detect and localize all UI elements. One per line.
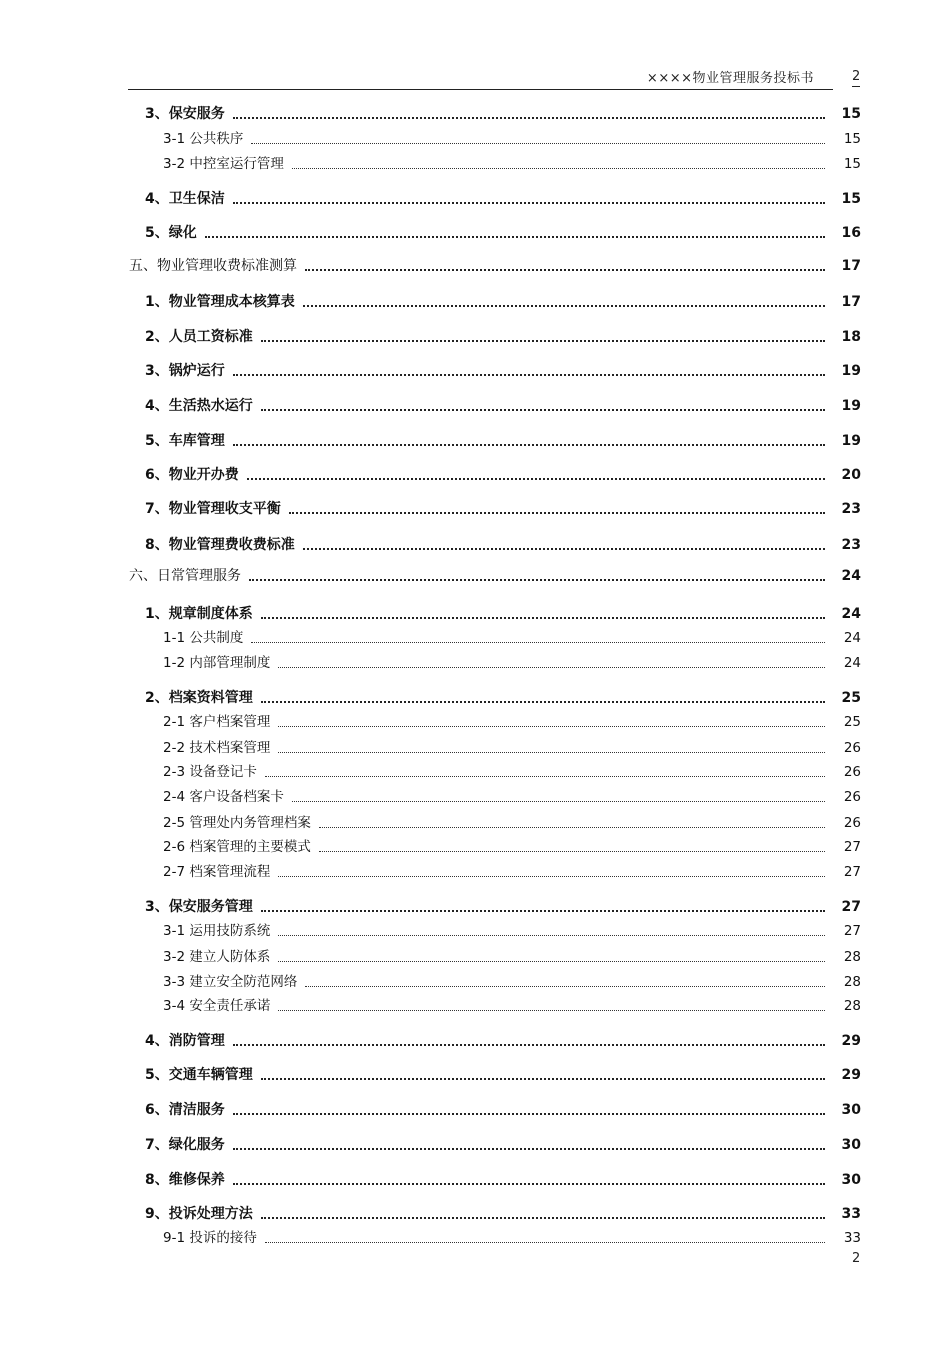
toc-entry[interactable] <box>0 189 950 209</box>
toc-entry-page-number: 15 <box>841 191 861 207</box>
toc-entry-page-number: 27 <box>841 899 861 915</box>
toc-entry[interactable] <box>0 1228 950 1248</box>
toc-entry-page-number: 27 <box>843 864 861 880</box>
toc-entry-page-number: 24 <box>841 606 861 622</box>
toc-entry-page-number: 25 <box>841 690 861 706</box>
toc-entry-page-number: 15 <box>843 131 861 147</box>
toc-entry-label: 7、物业管理收支平衡 <box>145 501 281 517</box>
toc-entry-label: 2-5 管理处内务管理档案 <box>163 815 311 831</box>
toc-entry-page-number: 33 <box>841 1206 861 1222</box>
toc-dot-leader <box>233 1183 825 1185</box>
toc-entry-label: 六、日常管理服务 <box>129 568 241 584</box>
toc-entry-page-number: 15 <box>843 156 861 172</box>
toc-dot-leader <box>233 202 825 204</box>
toc-entry-label: 2、人员工资标准 <box>145 329 253 345</box>
toc-entry[interactable] <box>0 738 950 758</box>
toc-dot-leader <box>305 269 825 271</box>
toc-entry[interactable] <box>0 837 950 857</box>
toc-entry-page-number: 24 <box>841 568 861 584</box>
toc-entry-label: 3-1 运用技防系统 <box>163 923 271 939</box>
toc-dot-leader <box>233 374 825 376</box>
toc-entry-label: 1-1 公共制度 <box>163 630 244 646</box>
toc-entry[interactable] <box>0 604 950 624</box>
toc-dot-leader <box>319 827 825 828</box>
toc-entry-label: 五、物业管理收费标准测算 <box>129 258 297 274</box>
toc-entry-page-number: 17 <box>841 294 861 310</box>
toc-entry-page-number: 23 <box>841 537 861 553</box>
toc-dot-leader <box>278 1010 825 1011</box>
toc-entry[interactable] <box>0 292 950 312</box>
toc-entry-page-number: 16 <box>841 225 861 241</box>
toc-entry[interactable] <box>0 628 950 648</box>
toc-dot-leader <box>233 444 825 446</box>
toc-entry[interactable] <box>0 104 950 124</box>
toc-entry[interactable] <box>0 129 950 149</box>
footer-page-number: 2 <box>852 1251 861 1266</box>
toc-dot-leader <box>278 726 825 727</box>
toc-dot-leader <box>319 851 825 852</box>
toc-dot-leader <box>278 876 825 877</box>
toc-entry-label: 2-2 技术档案管理 <box>163 740 271 756</box>
toc-entry-label: 3-1 公共秩序 <box>163 131 244 147</box>
toc-entry-label: 2、档案资料管理 <box>145 690 253 706</box>
toc-entry-page-number: 19 <box>841 363 861 379</box>
header-divider <box>128 89 833 90</box>
toc-entry[interactable] <box>0 396 950 416</box>
toc-entry[interactable] <box>0 1204 950 1224</box>
toc-entry[interactable] <box>0 1031 950 1051</box>
toc-dot-leader <box>303 548 825 550</box>
toc-entry-label: 3-4 安全责任承诺 <box>163 998 271 1014</box>
toc-entry-label: 1-2 内部管理制度 <box>163 655 271 671</box>
toc-entry-page-number: 26 <box>843 789 861 805</box>
toc-dot-leader <box>278 935 825 936</box>
toc-entry[interactable] <box>0 1100 950 1120</box>
toc-entry[interactable] <box>0 653 950 673</box>
toc-entry[interactable] <box>0 256 950 276</box>
toc-entry-label: 6、清洁服务 <box>145 1102 225 1118</box>
toc-entry-page-number: 29 <box>841 1033 861 1049</box>
toc-dot-leader <box>233 117 825 119</box>
toc-entry-label: 7、绿化服务 <box>145 1137 225 1153</box>
toc-entry-page-number: 20 <box>841 467 861 483</box>
toc-entry[interactable] <box>0 154 950 174</box>
toc-dot-leader <box>247 478 825 480</box>
toc-entry[interactable] <box>0 996 950 1016</box>
toc-entry-label: 3-3 建立安全防范网络 <box>163 974 298 990</box>
toc-entry[interactable] <box>0 223 950 243</box>
toc-entry-label: 4、生活热水运行 <box>145 398 253 414</box>
toc-entry-label: 8、物业管理费收费标准 <box>145 537 295 553</box>
toc-dot-leader <box>261 701 825 703</box>
toc-dot-leader <box>261 1217 825 1219</box>
toc-entry-label: 6、物业开办费 <box>145 467 239 483</box>
toc-entry-page-number: 24 <box>843 630 861 646</box>
toc-entry[interactable] <box>0 431 950 451</box>
toc-entry[interactable] <box>0 762 950 782</box>
toc-entry-label: 9-1 投诉的接待 <box>163 1230 257 1246</box>
toc-entry-page-number: 27 <box>843 839 861 855</box>
toc-dot-leader <box>303 305 825 307</box>
toc-entry-label: 5、交通车辆管理 <box>145 1067 253 1083</box>
toc-entry-page-number: 28 <box>843 974 861 990</box>
toc-entry-label: 3、保安服务 <box>145 106 225 122</box>
toc-dot-leader <box>265 776 825 777</box>
toc-entry[interactable] <box>0 1065 950 1085</box>
toc-entry-label: 5、绿化 <box>145 225 197 241</box>
toc-entry-label: 2-3 设备登记卡 <box>163 764 257 780</box>
toc-entry-label: 3、锅炉运行 <box>145 363 225 379</box>
toc-entry-label: 3、保安服务管理 <box>145 899 253 915</box>
toc-entry-page-number: 30 <box>841 1172 861 1188</box>
toc-entry[interactable] <box>0 566 950 586</box>
toc-dot-leader <box>305 986 825 987</box>
toc-entry-page-number: 23 <box>841 501 861 517</box>
toc-entry-page-number: 25 <box>843 714 861 730</box>
toc-entry-label: 4、消防管理 <box>145 1033 225 1049</box>
toc-entry-page-number: 15 <box>841 106 861 122</box>
toc-entry[interactable] <box>0 921 950 941</box>
toc-entry[interactable] <box>0 972 950 992</box>
toc-entry-page-number: 19 <box>841 433 861 449</box>
toc-entry[interactable] <box>0 897 950 917</box>
toc-dot-leader <box>233 1044 825 1046</box>
toc-entry[interactable] <box>0 712 950 732</box>
toc-dot-leader <box>251 642 825 643</box>
toc-entry[interactable] <box>0 862 950 882</box>
toc-dot-leader <box>292 168 825 169</box>
toc-dot-leader <box>261 1078 825 1080</box>
toc-entry-page-number: 19 <box>841 398 861 414</box>
toc-entry-label: 2-1 客户档案管理 <box>163 714 271 730</box>
toc-entry-label: 4、卫生保洁 <box>145 191 225 207</box>
toc-entry-label: 3-2 建立人防体系 <box>163 949 271 965</box>
toc-entry-page-number: 24 <box>843 655 861 671</box>
toc-entry-page-number: 26 <box>843 815 861 831</box>
toc-dot-leader <box>233 1148 825 1150</box>
toc-entry[interactable] <box>0 1135 950 1155</box>
toc-entry-page-number: 33 <box>843 1230 861 1246</box>
toc-entry-label: 1、物业管理成本核算表 <box>145 294 295 310</box>
toc-entry-label: 2-4 客户设备档案卡 <box>163 789 284 805</box>
toc-entry-label: 2-7 档案管理流程 <box>163 864 271 880</box>
toc-entry-label: 3-2 中控室运行管理 <box>163 156 284 172</box>
toc-dot-leader <box>261 340 825 342</box>
toc-entry-label: 9、投诉处理方法 <box>145 1206 253 1222</box>
toc-entry[interactable] <box>0 327 950 347</box>
toc-dot-leader <box>265 1242 825 1243</box>
toc-entry[interactable] <box>0 688 950 708</box>
toc-dot-leader <box>289 512 825 514</box>
toc-entry-page-number: 27 <box>843 923 861 939</box>
toc-entry[interactable] <box>0 813 950 833</box>
toc-dot-leader <box>278 752 825 753</box>
toc-entry[interactable] <box>0 947 950 967</box>
toc-entry-label: 2-6 档案管理的主要模式 <box>163 839 311 855</box>
toc-dot-leader <box>278 667 825 668</box>
toc-entry[interactable] <box>0 361 950 381</box>
toc-dot-leader <box>205 236 825 238</box>
document-title: ××××物业管理服务投标书 <box>646 71 814 86</box>
toc-dot-leader <box>292 801 825 802</box>
toc-entry-page-number: 26 <box>843 764 861 780</box>
toc-dot-leader <box>233 1113 825 1115</box>
toc-entry-page-number: 30 <box>841 1102 861 1118</box>
toc-entry[interactable] <box>0 1170 950 1190</box>
toc-entry-page-number: 17 <box>841 258 861 274</box>
toc-entry[interactable] <box>0 465 950 485</box>
toc-dot-leader <box>251 143 825 144</box>
header-page-number: 2 <box>852 69 860 87</box>
toc-dot-leader <box>261 910 825 912</box>
toc-dot-leader <box>249 579 825 581</box>
toc-entry-page-number: 26 <box>843 740 861 756</box>
toc-entry-page-number: 18 <box>841 329 861 345</box>
toc-entry-page-number: 28 <box>843 949 861 965</box>
toc-entry[interactable] <box>0 535 950 555</box>
toc-dot-leader <box>261 409 825 411</box>
toc-entry-label: 8、维修保养 <box>145 1172 225 1188</box>
toc-entry[interactable] <box>0 787 950 807</box>
toc-entry-label: 1、规章制度体系 <box>145 606 253 622</box>
toc-entry-page-number: 29 <box>841 1067 861 1083</box>
toc-entry[interactable] <box>0 499 950 519</box>
toc-dot-leader <box>261 617 825 619</box>
toc-entry-page-number: 30 <box>841 1137 861 1153</box>
toc-entry-label: 5、车库管理 <box>145 433 225 449</box>
toc-dot-leader <box>278 961 825 962</box>
toc-entry-page-number: 28 <box>843 998 861 1014</box>
